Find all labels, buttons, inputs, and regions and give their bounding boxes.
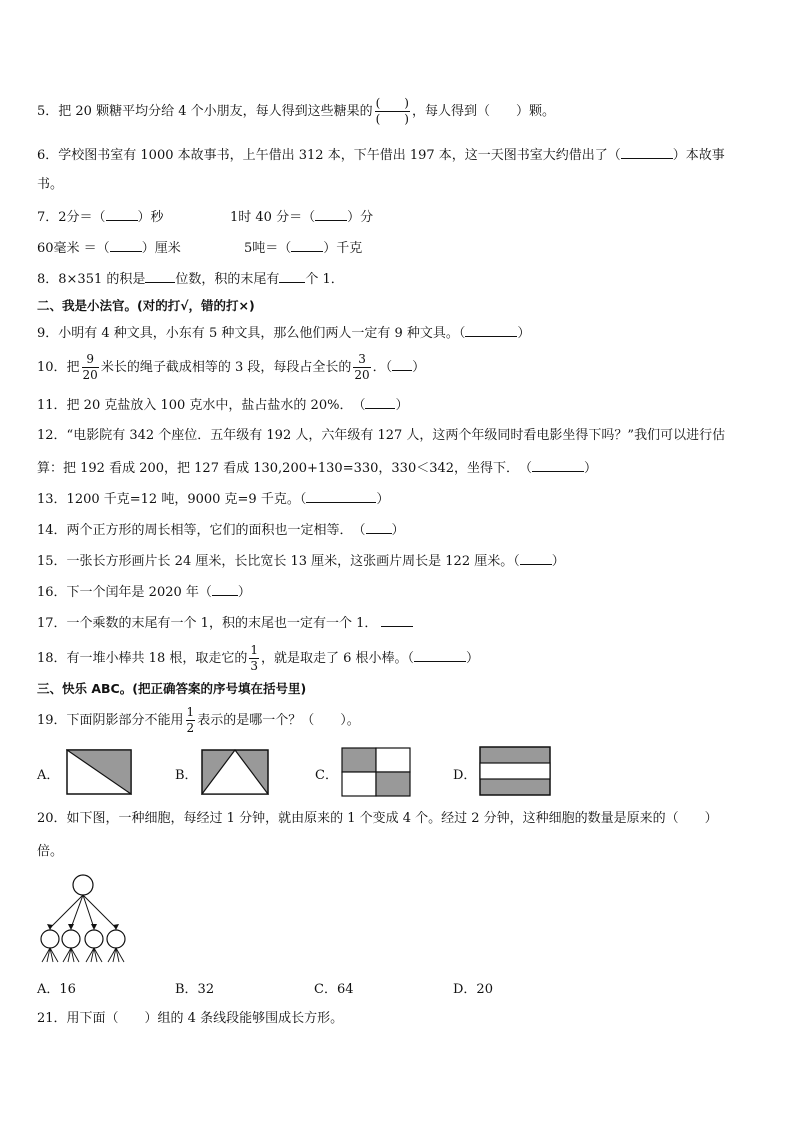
q7-d-unit: ）千克	[323, 241, 363, 256]
q14-blank[interactable]	[366, 520, 392, 534]
q14-end: ）	[391, 523, 405, 538]
q7-a-text: 7．2分＝（	[37, 210, 106, 225]
q19-option-d-figure[interactable]	[479, 746, 551, 796]
q19-option-c-figure[interactable]	[341, 747, 411, 797]
q5-frac-num[interactable]: ( )	[375, 96, 409, 110]
question-12-cont	[37, 458, 597, 478]
q10-fraction-2	[353, 352, 370, 383]
q7-c-unit: ）厘米	[141, 241, 181, 256]
q19-option-c-label[interactable]: C．	[315, 768, 338, 783]
q17-text: 17．一个乘数的末尾有一个 1，积的末尾也一定有一个 1．	[37, 616, 378, 631]
q19-fraction	[186, 705, 196, 736]
q9-text: 9．小明有 4 种文具，小东有 5 种文具，那么他们两人一定有 9 种文具。（	[37, 326, 466, 341]
question-6	[37, 145, 725, 165]
section-2-heading: 二、我是小法官。(对的打√，错的打×)	[37, 298, 255, 313]
q19-text-a: 19．下面阴影部分不能用	[37, 713, 184, 728]
q10-text-b: 米长的绳子截成相等的 3 段，每段占全长的	[100, 360, 352, 375]
q15-end: ）	[551, 554, 565, 569]
q5-frac-den[interactable]: ( )	[375, 112, 409, 126]
q5-prefix: 5．把 20 颗糖平均分给 4 个小朋友，每人得到这些糖果的	[37, 104, 373, 119]
q17-blank[interactable]	[381, 613, 413, 627]
q10-blank[interactable]	[392, 357, 412, 371]
q19-option-b-label[interactable]: B．	[175, 768, 198, 783]
q10-fraction-1	[82, 352, 99, 383]
q19-frac-num: 1	[186, 705, 195, 719]
q20-option-b[interactable]: B．32	[175, 982, 215, 997]
question-12: 12．“电影院有 342 个座位．五年级有 192 人，六年级有 127 人，这两个年级同时看电影坐得下吗？”我们可以进行估	[37, 428, 726, 443]
q5-suffix: ，每人得到（ ）颗。	[412, 104, 556, 119]
q18-frac-den: 3	[250, 659, 258, 673]
q14-text: 14．两个正方形的周长相等，它们的面积也一定相等． （	[37, 523, 366, 538]
q18-end: ）	[466, 651, 480, 666]
q5-fraction	[375, 96, 410, 127]
q18-fraction	[249, 643, 259, 674]
section-3-heading: 三、快乐 ABC。(把正确答案的序号填在括号里)	[37, 681, 307, 696]
q10-f2-num: 3	[353, 352, 370, 368]
q11-end: ）	[395, 398, 409, 413]
question-7-row2b	[244, 238, 362, 258]
question-7-row2	[37, 238, 181, 258]
q12-blank[interactable]	[532, 458, 584, 472]
q6-text: 6．学校图书室有 1000 本故事书，上午借出 312 本，下午借出 197 本，这一天图书室大约借出了（	[37, 148, 621, 163]
q8-text-b: 位数，积的末尾有	[175, 272, 280, 287]
q10-f1-num: 9	[82, 352, 99, 368]
question-7-row1	[37, 207, 164, 227]
q8-blank-2[interactable]	[279, 269, 305, 283]
q16-text: 16．下一个闰年是 2020 年（	[37, 585, 212, 600]
question-21: 21．用下面（ ）组的 4 条线段能够围成长方形。	[37, 1011, 344, 1026]
q10-f2-den: 20	[354, 368, 370, 382]
q12-text: 算：把 192 看成 200，把 127 看成 130,200+130=330，330＜342，坐得下． （	[37, 461, 533, 476]
q15-blank[interactable]	[520, 551, 552, 565]
q18-text-a: 18．有一堆小棒共 18 根，取走它的	[37, 651, 248, 666]
question-13	[37, 489, 389, 509]
q13-blank[interactable]	[306, 489, 376, 503]
q10-text-c: ．（	[372, 360, 393, 375]
question-10	[37, 350, 425, 386]
q19-text-b: 表示的是哪一个？（ ）。	[197, 713, 360, 728]
q7-c-text: 60毫米 ＝（	[37, 241, 110, 256]
q20-option-c[interactable]: C．64	[314, 982, 354, 997]
q10-f1-den: 20	[82, 368, 98, 382]
question-16	[37, 582, 251, 602]
q9-blank[interactable]	[465, 323, 517, 337]
q11-text: 11．把 20 克盐放入 100 克水中，盐占盐水的 20%． （	[37, 398, 366, 413]
question-5	[37, 96, 555, 127]
q20-option-d[interactable]: D．20	[453, 982, 493, 997]
q11-blank[interactable]	[365, 395, 395, 409]
question-9	[37, 323, 530, 343]
q8-text-c: 个 1．	[305, 272, 344, 287]
question-14	[37, 520, 405, 540]
q19-option-b-figure[interactable]	[201, 749, 269, 795]
question-7-row1b	[230, 207, 373, 227]
q19-frac-den: 2	[186, 721, 195, 735]
q18-frac-num: 1	[250, 643, 258, 657]
q18-text-b: ，就是取走了 6 根小棒。（	[261, 651, 415, 666]
q7-a-blank[interactable]	[106, 207, 138, 221]
question-8	[37, 269, 344, 289]
question-17	[37, 613, 413, 633]
q9-end: ）	[517, 326, 531, 341]
q15-text: 15．一张长方形画片长 24 厘米，长比宽长 13 厘米，这张画片周长是 122 厘米。（	[37, 554, 520, 569]
q13-text: 13．1200 千克=12 吨，9000 克=9 千克。（	[37, 492, 307, 507]
q20-option-a[interactable]: A．16	[37, 982, 76, 997]
q19-option-a-label[interactable]: A．	[37, 768, 60, 783]
question-20-cont: 倍。	[37, 844, 64, 859]
q16-end: ）	[237, 585, 251, 600]
question-18	[37, 641, 479, 677]
q18-blank[interactable]	[414, 648, 466, 662]
q19-option-d-label[interactable]: D．	[453, 768, 477, 783]
question-15	[37, 551, 565, 571]
q7-d-blank[interactable]	[291, 238, 323, 252]
q10-text-a: 10．把	[37, 360, 80, 375]
q13-end: ）	[376, 492, 390, 507]
q12-end: ）	[584, 461, 598, 476]
q16-blank[interactable]	[212, 582, 238, 596]
q19-option-a-figure[interactable]	[66, 749, 132, 795]
question-6-cont: 书。	[37, 177, 64, 192]
q7-a-unit: ）秒	[137, 210, 164, 225]
q10-end: ）	[412, 360, 426, 375]
q7-d-text: 5吨＝（	[244, 241, 292, 256]
question-11	[37, 395, 408, 415]
q8-text-a: 8．8×351 的积是	[37, 272, 146, 287]
q8-blank-1[interactable]	[145, 269, 175, 283]
q7-b-blank[interactable]	[315, 207, 347, 221]
question-20: 20．如下图，一种细胞，每经过 1 分钟，就由原来的 1 个变成 4 个。经过 2 分钟，这种细胞的数量是原来的（ ）	[37, 811, 718, 826]
question-19	[37, 703, 360, 739]
q7-b-unit: ）分	[347, 210, 374, 225]
q6-text-end: ）本故事	[672, 148, 725, 163]
cell-division-diagram	[38, 873, 134, 965]
q7-c-blank[interactable]	[110, 238, 142, 252]
q7-b-text: 1时 40 分＝（	[230, 210, 316, 225]
q6-answer-blank[interactable]	[621, 145, 673, 159]
